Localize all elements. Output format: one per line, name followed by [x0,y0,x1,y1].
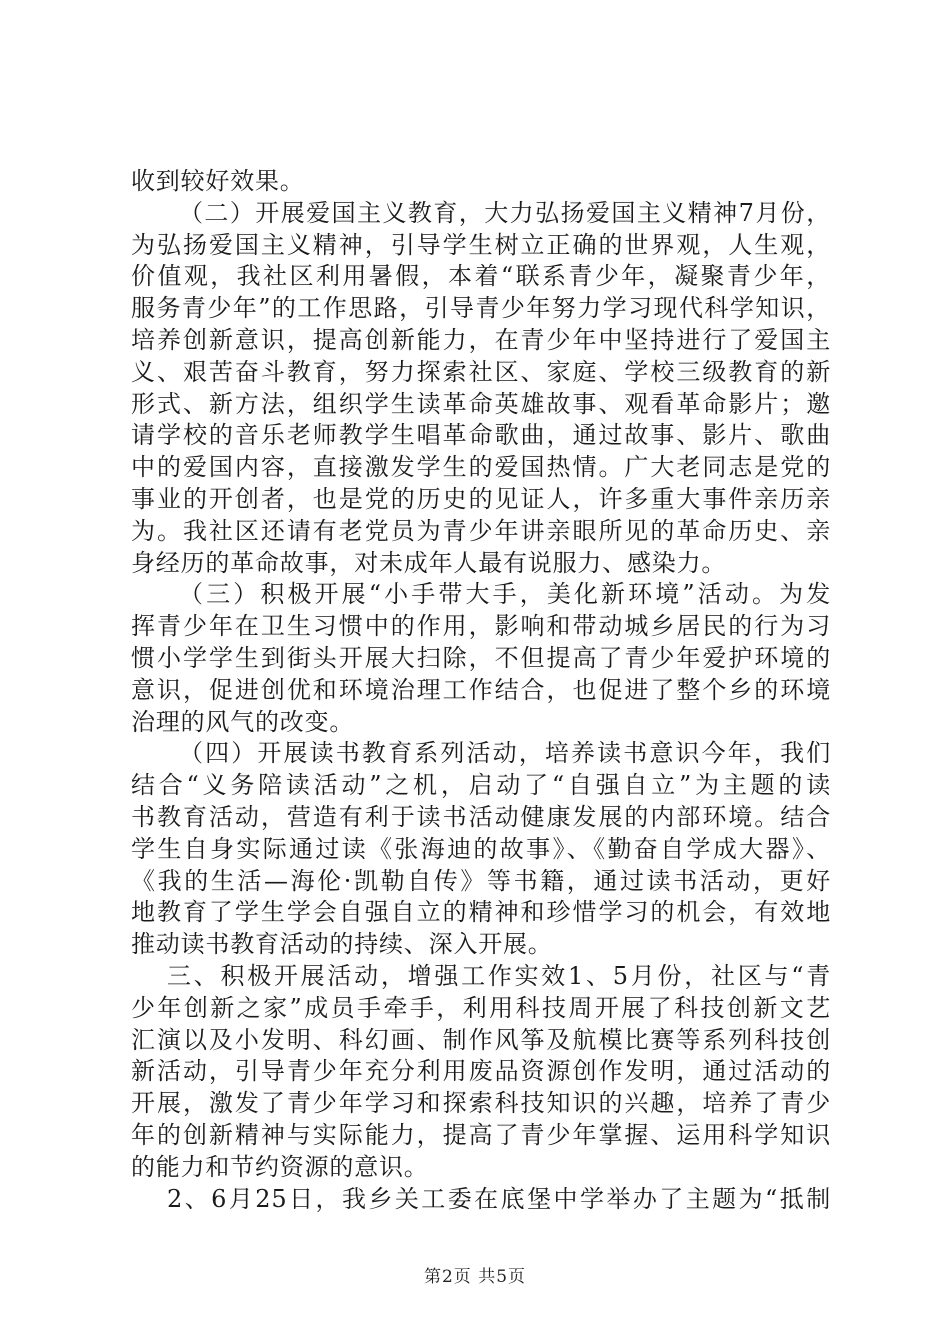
text-line: 汇演以及小发明、科幻画、制作风筝及航模比赛等系列科技创 [131,1025,831,1054]
text-line: 事业的开创者，也是党的历史的见证人，许多重大事件亲历亲 [131,484,831,513]
document-body [131,166,831,1215]
text-line: 学生自身实际通过读《张海迪的故事》、《勤奋自学成大器》、 [131,834,831,863]
text-line: 推动读书教育活动的持续、深入开展。 [131,930,553,959]
text-line: 《我的生活—海伦·凯勒自传》等书籍，通过读书活动，更好 [131,866,831,895]
text-line: 服务青少年”的工作思路，引导青少年努力学习现代科学知识， [131,294,831,323]
text-line: 收到较好效果。 [131,167,305,195]
text-line: 治理的风气的改变。 [131,707,355,736]
text-line: 为。我社区还请有老党员为青少年讲亲眼所见的革命历史、亲 [131,516,831,545]
text-line: 书教育活动，营造有利于读书活动健康发展的内部环境。结合 [131,802,831,831]
text-line: 价值观，我社区利用暑假，本着“联系青少年，凝聚青少年， [131,262,831,291]
paragraph-start-line: 三、积极开展活动，增强工作实效1、5月份，社区与“青 [167,961,831,990]
text-line: 年的创新精神与实际能力，提高了青少年掌握、运用科学知识 [131,1120,831,1149]
text-line: 形式、新方法，组织学生读革命英雄故事、观看革命影片；邀 [131,389,831,418]
text-line: 惯小学学生到街头开展大扫除，不但提高了青少年爱护环境的 [131,643,831,672]
text-line: 意识，促进创优和环境治理工作结合，也促进了整个乡的环境 [131,675,831,704]
text-line: 为弘扬爱国主义精神，引导学生树立正确的世界观，人生观， [131,230,831,259]
text-line: 的能力和节约资源的意识。 [131,1152,429,1181]
paragraph-start-line: 2、6月25日，我乡关工委在底堡中学举办了主题为“抵制 [167,1184,831,1213]
text-line: 新活动，引导青少年充分利用废品资源创作发明，通过活动的 [131,1057,831,1086]
paragraph-start-line: （四）开展读书教育系列活动，培养读书意识今年，我们 [179,739,831,768]
paragraph-start-line: （二）开展爱国主义教育，大力弘扬爱国主义精神7月份， [179,198,831,227]
text-line: 挥青少年在卫生习惯中的作用，影响和带动城乡居民的行为习 [131,612,831,641]
text-line: 义、艰苦奋斗教育，努力探索社区、家庭、学校三级教育的新 [131,357,831,386]
text-line: 身经历的革命故事，对未成年人最有说服力、感染力。 [131,548,727,577]
text-line: 地教育了学生学会自强自立的精神和珍惜学习的机会，有效地 [131,898,831,927]
text-line: 中的爱国内容，直接激发学生的爱国热情。广大老同志是党的 [131,453,831,482]
paragraph-start-line: （三）积极开展“小手带大手，美化新环境”活动。为发 [179,580,831,609]
text-line: 开展，激发了青少年学习和探索科技知识的兴趣，培养了青少 [131,1089,831,1118]
text-line: 请学校的音乐老师教学生唱革命歌曲，通过故事、影片、歌曲 [131,421,831,450]
text-line: 培养创新意识，提高创新能力，在青少年中坚持进行了爱国主 [131,325,831,354]
page-number-footer: 第2页 共5页 [423,1267,527,1287]
text-line: 少年创新之家”成员手牵手，利用科技周开展了科技创新文艺 [131,993,831,1022]
text-line: 结合“义务陪读活动”之机，启动了“自强自立”为主题的读 [131,771,831,800]
